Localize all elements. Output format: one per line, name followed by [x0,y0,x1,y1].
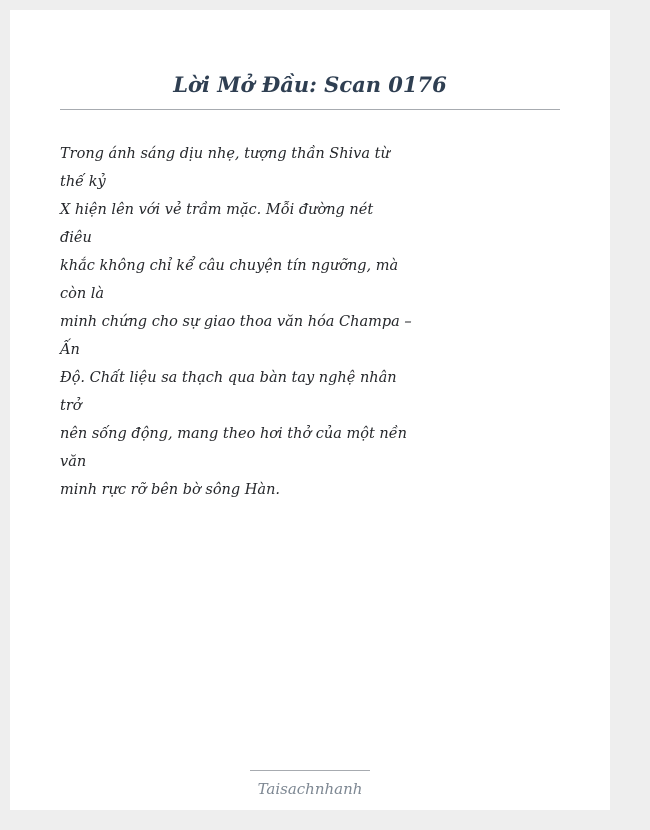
body-line: điêu [60,230,92,246]
footer-source-label: Taisachnhanh [257,780,363,798]
body-line: Trong ánh sáng dịu nhẹ, tượng thần Shiva từ [60,146,390,162]
title-divider [60,109,560,110]
footer-divider [250,770,370,771]
document-page [10,10,610,810]
body-line: minh chứng cho sự giao thoa văn hóa Champa – [60,314,412,330]
body-line: minh rực rỡ bên bờ sông Hàn. [60,482,281,498]
body-line: khắc không chỉ kể câu chuyện tín ngưỡng, mà [60,258,399,274]
body-line: Ấn [60,342,80,358]
body-line: còn là [60,286,105,302]
page-title: Lời Mở Đầu: Scan 0176 [173,72,447,97]
body-line: thế kỷ [60,174,106,190]
body-line: văn [60,454,87,470]
body-paragraph [60,140,412,504]
body-line: X hiện lên với vẻ trầm mặc. Mỗi đường nét [60,202,374,218]
body-line: trở [60,398,82,414]
body-line: Độ. Chất liệu sa thạch qua bàn tay nghệ nhân [60,370,397,386]
body-line: nên sống động, mang theo hơi thở của một nền [60,426,408,442]
